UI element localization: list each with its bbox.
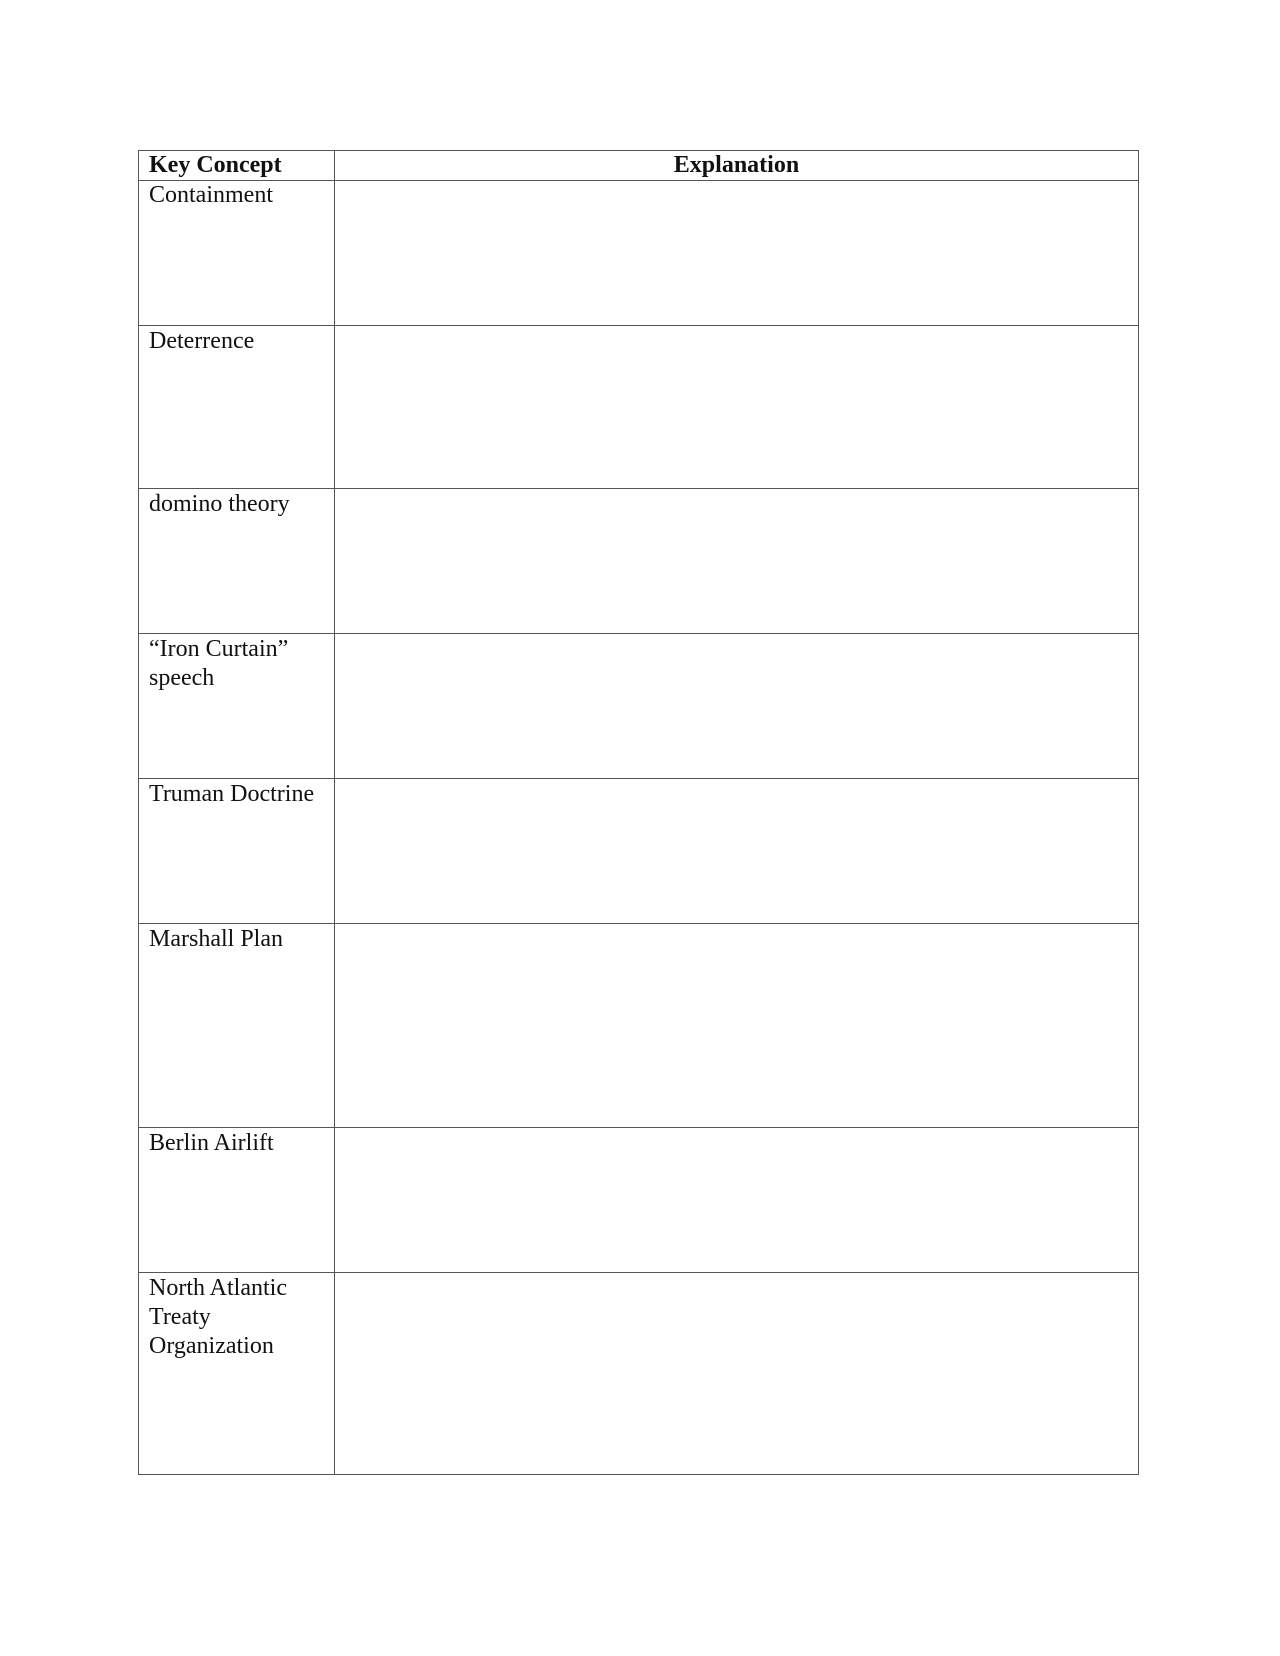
- explanation-cell-domino-theory[interactable]: [335, 489, 1139, 634]
- header-key-concept: Key Concept: [139, 151, 335, 181]
- table-row: [139, 1128, 1139, 1273]
- table-row: [139, 779, 1139, 924]
- concept-nato: North Atlantic Treaty Organization: [139, 1273, 335, 1475]
- table-row: [139, 326, 1139, 489]
- table-row: [139, 1273, 1139, 1475]
- table-row: [139, 924, 1139, 1128]
- explanation-cell-truman-doctrine[interactable]: [335, 779, 1139, 924]
- table-row: [139, 489, 1139, 634]
- concept-domino-theory: domino theory: [139, 489, 335, 634]
- concept-berlin-airlift: Berlin Airlift: [139, 1128, 335, 1273]
- concept-iron-curtain-speech: “Iron Curtain” speech: [139, 634, 335, 779]
- explanation-cell-iron-curtain-speech[interactable]: [335, 634, 1139, 779]
- explanation-cell-marshall-plan[interactable]: [335, 924, 1139, 1128]
- explanation-cell-nato[interactable]: [335, 1273, 1139, 1475]
- concept-truman-doctrine: Truman Doctrine: [139, 779, 335, 924]
- table-row: [139, 181, 1139, 326]
- explanation-cell-containment[interactable]: [335, 181, 1139, 326]
- concept-containment: Containment: [139, 181, 335, 326]
- explanation-cell-berlin-airlift[interactable]: [335, 1128, 1139, 1273]
- concept-marshall-plan: Marshall Plan: [139, 924, 335, 1128]
- table-header-row: [139, 151, 1139, 181]
- header-explanation: Explanation: [335, 151, 1139, 181]
- key-concept-table: [138, 150, 1139, 1475]
- concept-deterrence: Deterrence: [139, 326, 335, 489]
- explanation-cell-deterrence[interactable]: [335, 326, 1139, 489]
- table-row: [139, 634, 1139, 779]
